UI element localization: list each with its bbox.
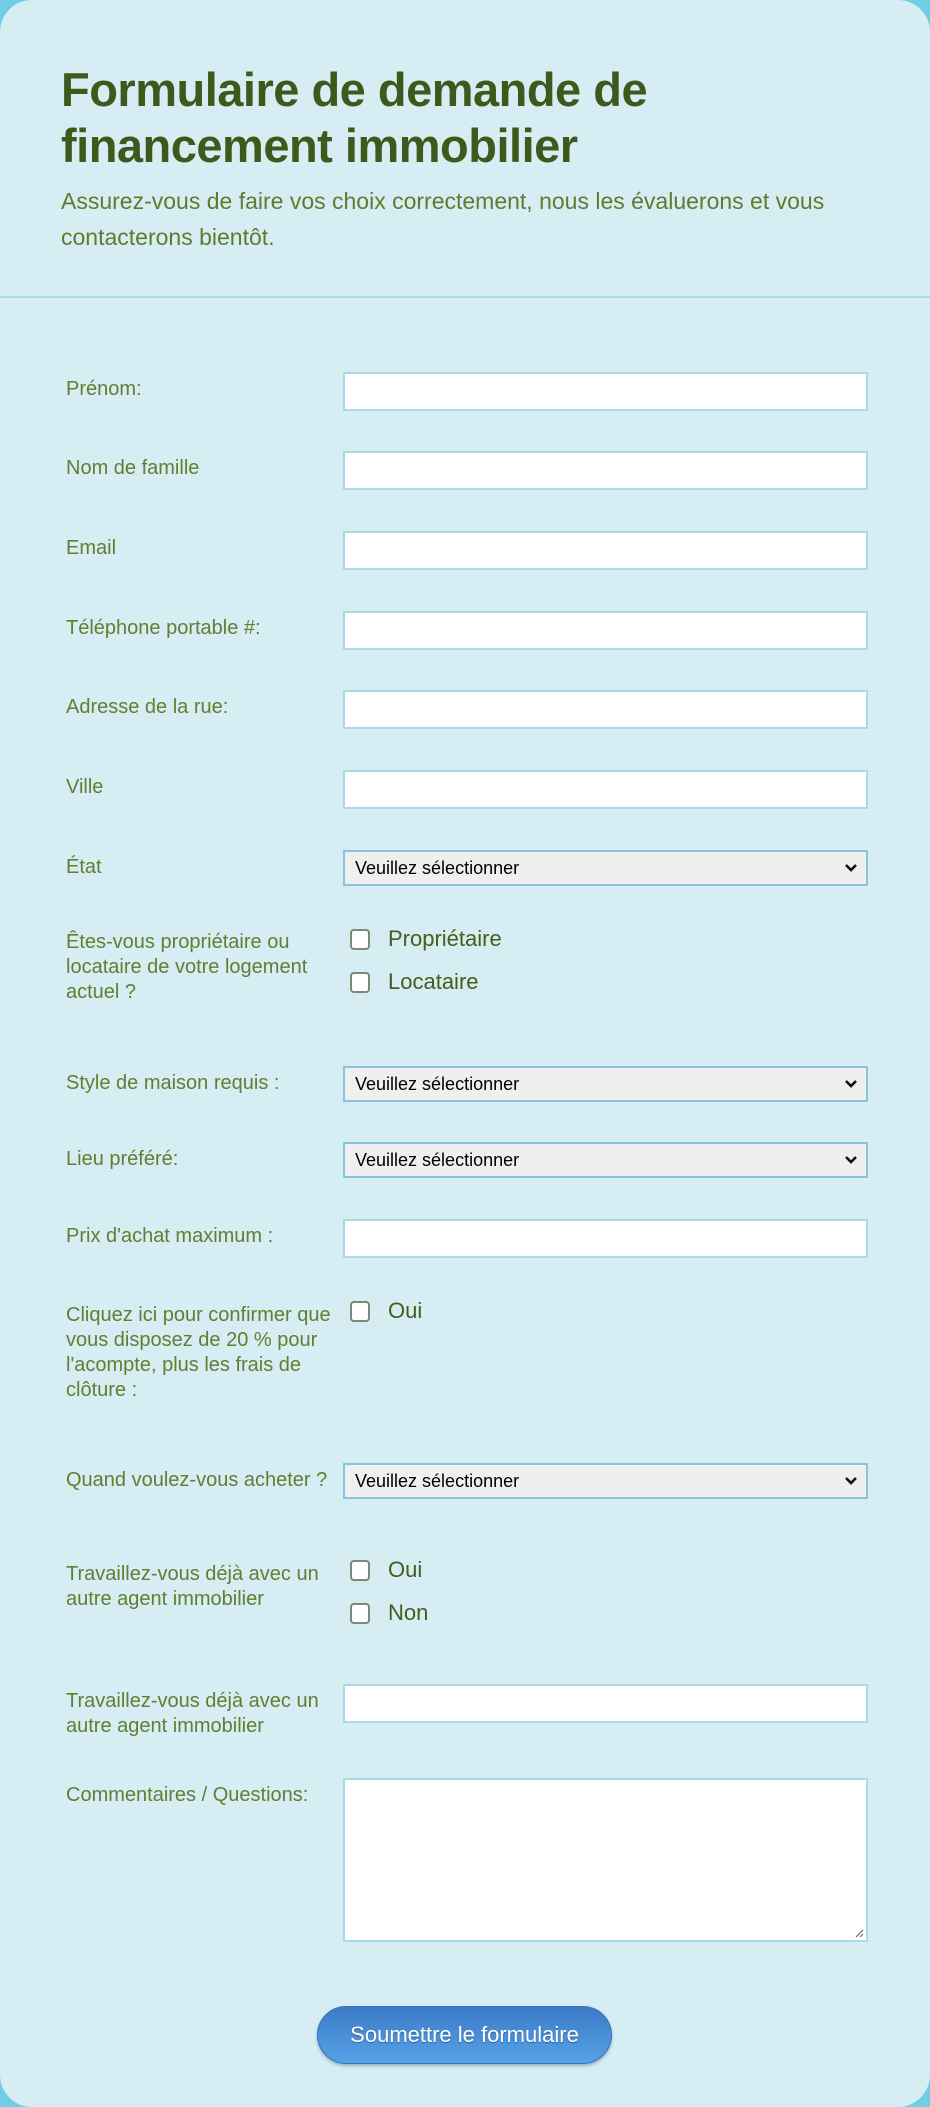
preferred-location-select[interactable]	[343, 1142, 868, 1178]
max-price-label: Prix d'achat maximum :	[66, 1225, 274, 1247]
chevron-down-icon	[844, 1077, 858, 1091]
when-buy-selected-value: Veuillez sélectionner	[355, 1470, 520, 1491]
other-agent-option-yes[interactable]	[350, 1557, 422, 1583]
other-agent-no-label: Non	[388, 1600, 429, 1625]
first-name-input[interactable]	[343, 372, 868, 411]
page-title: Formulaire de demande de financement immobilier	[61, 63, 648, 172]
mobile-label: Téléphone portable #:	[66, 617, 261, 639]
down-payment-option-yes[interactable]	[350, 1298, 422, 1324]
email-input[interactable]	[343, 531, 868, 570]
other-agent-no-checkbox[interactable]	[350, 1603, 370, 1624]
state-selected-value: Veuillez sélectionner	[355, 857, 520, 878]
submit-button[interactable]: Soumettre le formulaire	[317, 2006, 612, 2064]
preferred-location-selected-value: Veuillez sélectionner	[355, 1149, 520, 1170]
comments-label: Commentaires / Questions:	[66, 1784, 309, 1806]
renter-checkbox[interactable]	[350, 972, 370, 993]
comments-textarea[interactable]	[343, 1778, 868, 1942]
other-agent-option-no[interactable]	[350, 1600, 428, 1626]
other-agent-text-input[interactable]	[343, 1684, 868, 1723]
email-label: Email	[66, 537, 117, 559]
other-agent-label: Travaillez-vous déjà avec un autre agent immobilier	[66, 1563, 319, 1610]
state-select[interactable]	[343, 850, 868, 886]
max-price-input[interactable]	[343, 1219, 868, 1258]
house-style-select[interactable]	[343, 1066, 868, 1102]
renter-option-label: Locataire	[388, 969, 479, 994]
last-name-input[interactable]	[343, 451, 868, 490]
house-style-selected-value: Veuillez sélectionner	[355, 1073, 520, 1094]
state-label: État	[66, 856, 102, 878]
owner-option[interactable]	[350, 926, 502, 952]
chevron-down-icon	[844, 1153, 858, 1167]
form-header	[0, 0, 930, 298]
chevron-down-icon	[844, 861, 858, 875]
renter-option[interactable]	[350, 969, 479, 995]
city-label: Ville	[66, 776, 104, 798]
when-buy-select[interactable]	[343, 1463, 868, 1499]
when-buy-label: Quand voulez-vous acheter ?	[66, 1469, 328, 1491]
page-subtitle: Assurez-vous de faire vos choix correctement, nous les évaluerons et vous contacterons bientôt.	[61, 188, 825, 250]
resize-grip-icon[interactable]	[852, 1926, 864, 1938]
owner-renter-label: Êtes-vous propriétaire ou locataire de votre logement actuel ?	[66, 931, 308, 1003]
preferred-location-label: Lieu préféré:	[66, 1148, 179, 1170]
other-agent-yes-checkbox[interactable]	[350, 1560, 370, 1581]
other-agent-text-label: Travaillez-vous déjà avec un autre agent immobilier	[66, 1690, 319, 1737]
city-input[interactable]	[343, 770, 868, 809]
down-payment-label: Cliquez ici pour confirmer que vous disposez de 20 % pour l'acompte, plus les frais de clôture :	[66, 1304, 331, 1401]
street-input[interactable]	[343, 690, 868, 729]
down-payment-checkbox[interactable]	[350, 1301, 370, 1322]
mobile-input[interactable]	[343, 611, 868, 650]
street-label: Adresse de la rue:	[66, 696, 229, 718]
owner-checkbox[interactable]	[350, 929, 370, 950]
down-payment-option-label: Oui	[388, 1298, 423, 1323]
other-agent-yes-label: Oui	[388, 1557, 423, 1582]
house-style-label: Style de maison requis :	[66, 1072, 280, 1094]
owner-option-label: Propriétaire	[388, 926, 502, 951]
last-name-label: Nom de famille	[66, 457, 200, 479]
chevron-down-icon	[844, 1474, 858, 1488]
first-name-label: Prénom:	[66, 378, 142, 400]
